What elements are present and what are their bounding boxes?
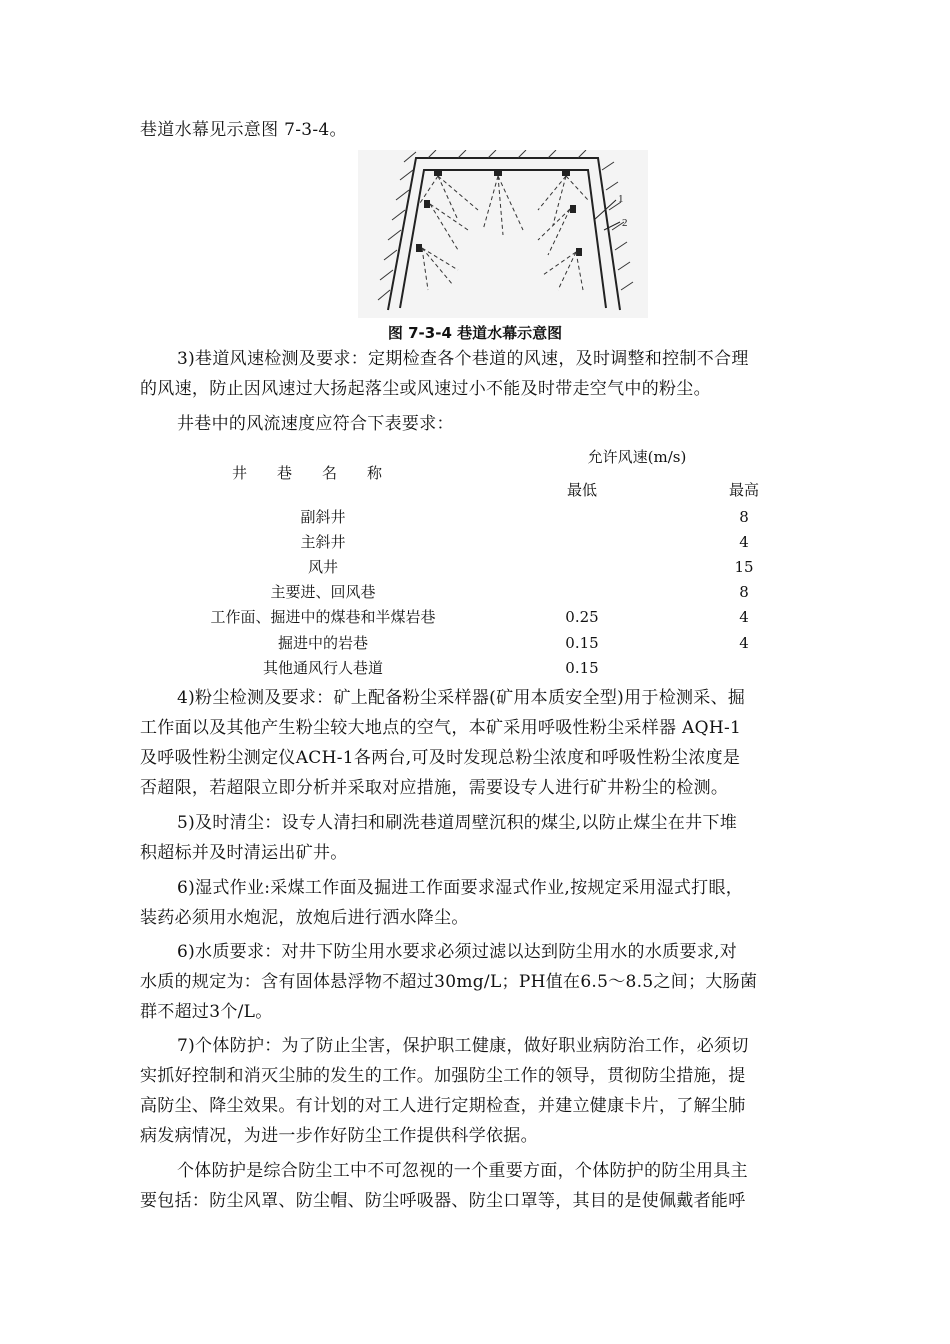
table-intro: 井巷中的风流速度应符合下表要求：: [177, 414, 454, 434]
p7-line-1: 7)个体防护：为了防止尘害，保护职工健康，做好职业病防治工作，必须切: [177, 1036, 749, 1056]
table-row-name: 风井: [307, 558, 339, 576]
figure-caption: 图 7-3-4 巷道水幕示意图: [387, 324, 563, 342]
p6a-line-2: 装药必须用水炮泥，放炮后进行洒水降尘。: [140, 908, 469, 928]
p6b-line-3: 群不超过3个/L。: [140, 1002, 273, 1022]
table-row-name: 副斜井: [300, 508, 346, 526]
p6b-line-2: 水质的规定为：含有固体悬浮物不超过30mg/L；PH值在6.5～8.5之间；大肠菌: [140, 972, 758, 992]
table-header-min: 最低: [566, 481, 598, 499]
table-row-min: 0.25: [565, 608, 599, 626]
p7-line-2: 实抓好控制和消灭尘肺的发生的工作。加强防尘工作的领导，贯彻防尘措施，提: [140, 1066, 746, 1086]
p8-line-2: 要包括：防尘风罩、防尘帽、防尘呼吸器、防尘口罩等，其目的是使佩戴者能呼: [140, 1191, 746, 1211]
table-row-min: 0.15: [565, 659, 599, 677]
intro-text: 巷道水幕见示意图 7-3-4。: [140, 120, 347, 140]
table-row-max: 4: [739, 608, 749, 626]
p4-line-1: 4)粉尘检测及要求：矿上配备粉尘采样器(矿用本质安全型)用于检测采、掘: [177, 688, 746, 708]
table-row-min: 0.15: [565, 634, 599, 652]
p6b-line-1: 6)水质要求：对井下防尘用水要求必须过滤以达到防尘用水的水质要求,对: [177, 942, 738, 962]
table-row-max: 4: [739, 533, 749, 551]
table-row-name: 掘进中的岩巷: [277, 634, 369, 652]
callout-2: 2: [622, 217, 628, 229]
table-row-name: 工作面、掘进中的煤巷和半煤岩巷: [210, 608, 436, 626]
p7-line-3: 高防尘、降尘效果。有计划的对工人进行定期检查，并建立健康卡片，了解尘肺: [140, 1096, 746, 1116]
p4-line-4: 否超限，若超限立即分析并采取对应措施，需要设专人进行矿井粉尘的检测。: [140, 778, 729, 798]
p4-line-2: 工作面以及其他产生粉尘较大地点的空气，本矿采用呼吸性粉尘采样器 AQH-1: [140, 718, 742, 738]
tunnel-water-curtain-figure: [358, 150, 648, 318]
table-row-name: 主斜井: [300, 533, 346, 551]
table-header-speed: 允许风速(m/s): [587, 448, 687, 466]
table-row-max: 8: [739, 508, 749, 526]
p3-line-2: 的风速，防止因风速过大扬起落尘或风速过小不能及时带走空气中的粉尘。: [140, 379, 711, 399]
table-row-name: 主要进、回风巷: [270, 583, 376, 601]
p8-line-1: 个体防护是综合防尘工中不可忽视的一个重要方面，个体防护的防尘用具主: [177, 1161, 748, 1181]
p6a-line-1: 6)湿式作业:采煤工作面及掘进工作面要求湿式作业,按规定采用湿式打眼，: [177, 878, 744, 898]
p7-line-4: 病发病情况，为进一步作好防尘工作提供科学依据。: [140, 1126, 538, 1146]
table-row-max: 8: [739, 583, 749, 601]
table-header-max: 最高: [728, 481, 760, 499]
tunnel-diagram: [358, 150, 648, 318]
p4-line-3: 及呼吸性粉尘测定仪ACH-1各两台,可及时发现总粉尘浓度和呼吸性粉尘浓度是: [140, 748, 741, 768]
p5-line-2: 积超标并及时清运出矿井。: [140, 843, 348, 863]
table-row-max: 15: [734, 558, 754, 576]
table-row-max: 4: [739, 634, 749, 652]
table-header-name: 井 巷 名 称: [232, 464, 383, 482]
table-row-name: 其他通风行人巷道: [262, 659, 384, 677]
callout-1: 1: [618, 193, 624, 205]
p3-line-1: 3)巷道风速检测及要求：定期检查各个巷道的风速，及时调整和控制不合理: [177, 349, 749, 369]
p5-line-1: 5)及时清尘：设专人清扫和刷洗巷道周壁沉积的煤尘,以防止煤尘在井下堆: [177, 813, 738, 833]
